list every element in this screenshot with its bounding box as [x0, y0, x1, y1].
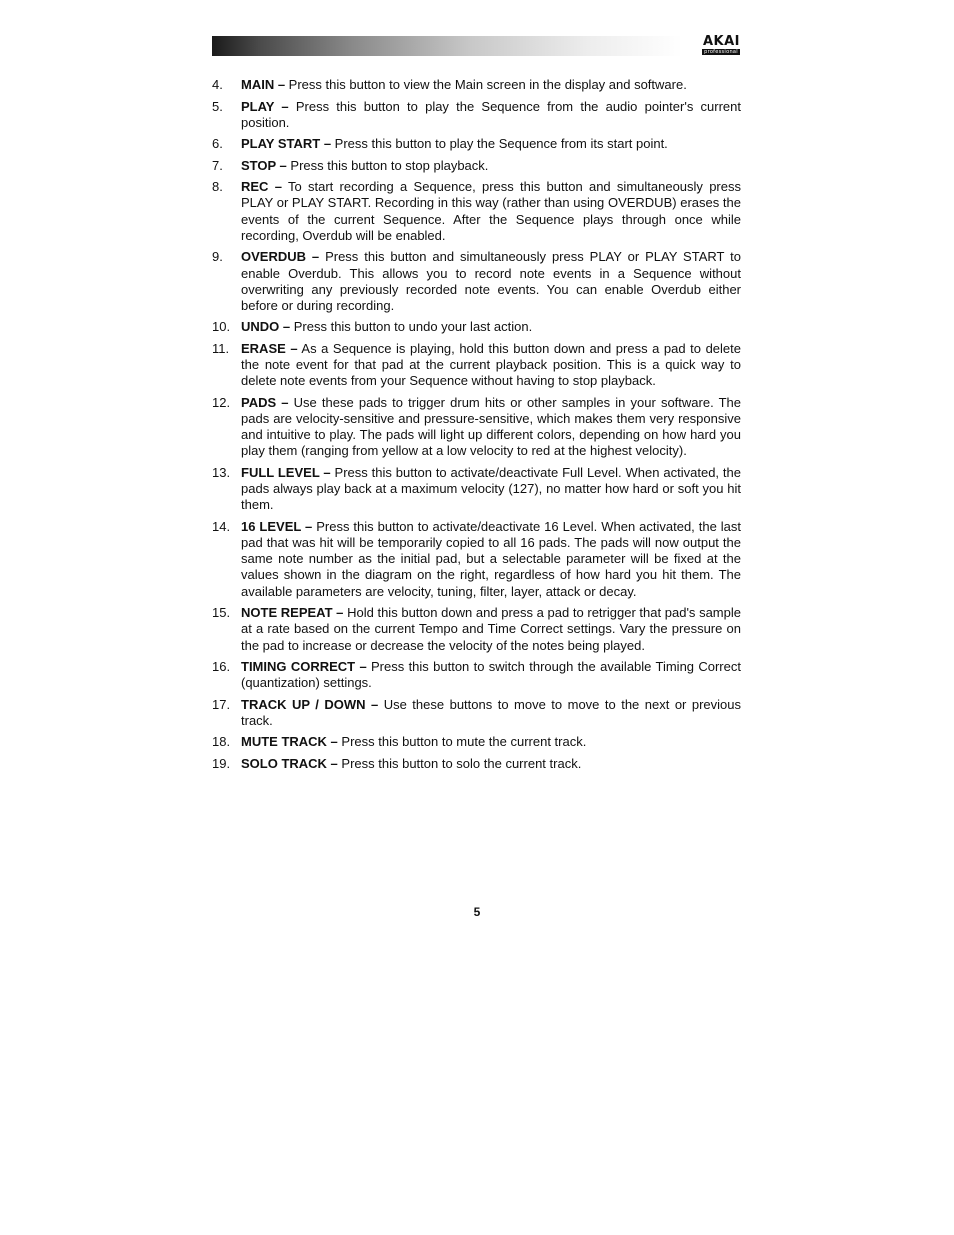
- list-item: [212, 179, 741, 244]
- item-number: 12.: [212, 394, 231, 410]
- item-number: 5.: [212, 98, 223, 114]
- item-body: [241, 136, 741, 152]
- list-item: [212, 395, 741, 460]
- item-number: 8.: [212, 179, 223, 195]
- item-number: 9.: [212, 249, 223, 265]
- item-description: Use these buttons to move to move to the next or previous track.: [241, 696, 741, 728]
- item-description: Press this button to switch through the available Timing Correct (quantization) settings.: [241, 659, 741, 691]
- item-term: STOP –: [241, 157, 287, 173]
- list-item: [212, 341, 741, 390]
- item-list: [212, 77, 741, 777]
- item-body: [241, 465, 741, 514]
- list-item: [212, 605, 741, 654]
- item-body: [241, 395, 741, 460]
- item-number: 18.: [212, 734, 231, 750]
- item-body: [241, 605, 741, 654]
- item-term: OVERDUB –: [241, 249, 320, 265]
- item-description: To start recording a Sequence, press this button and simultaneously press PLAY or PLAY START. Recording in this way (rather than using OVERDUB) erases the events of the current Sequence. After the Sequence plays through once while recording, Overdub will be enabled.: [241, 179, 741, 243]
- list-item: [212, 697, 741, 729]
- item-body: [241, 77, 741, 93]
- item-body: [241, 734, 741, 750]
- item-term: FULL LEVEL –: [241, 464, 331, 480]
- item-body: [241, 249, 741, 314]
- item-number: 13.: [212, 464, 231, 480]
- akai-logo: [686, 36, 740, 56]
- item-description: As a Sequence is playing, hold this button down and press a pad to delete the note event for that pad at the current playback position. This is a quick way to delete note events from your Sequence without having to stop playback.: [241, 340, 741, 389]
- item-body: [241, 519, 741, 600]
- item-term: TIMING CORRECT –: [241, 659, 367, 675]
- item-number: 14.: [212, 518, 231, 534]
- item-description: Press this button to view the Main screen in the display and software.: [285, 77, 687, 92]
- list-item: [212, 659, 741, 691]
- item-term: SOLO TRACK –: [241, 755, 338, 771]
- item-description: Hold this button down and press a pad to retrigger that pad's sample at a rate based on the current Tempo and Time Correct settings. Vary the pressure on the pad to increase or decrease the velocity of the notes being played.: [241, 605, 741, 653]
- list-item: [212, 136, 741, 152]
- item-body: [241, 179, 741, 244]
- item-number: 19.: [212, 755, 231, 771]
- item-term: MAIN –: [241, 77, 286, 92]
- list-item: [212, 249, 741, 314]
- item-description: Press this button and simultaneously press PLAY or PLAY START to enable Overdub. This allows you to record note events in a Sequence without overwriting any previously recorded note events. You can enable Overdub either before or during recording.: [241, 249, 741, 313]
- item-description: Use these pads to trigger drum hits or other samples in your software. The pads are velocity-sensitive and pressure-sensitive, which makes them very responsive and intuitive to play. The pads will light up different colors, depending on how hard you play them (ranging from yellow at a low velocity to red at the highest velocity).: [241, 394, 741, 459]
- list-item: [212, 319, 741, 335]
- item-description: Press this button to play the Sequence from the audio pointer's current position.: [241, 98, 741, 130]
- list-item: [212, 465, 741, 514]
- item-description: Press this button to play the Sequence from its start point.: [331, 136, 668, 152]
- item-term: NOTE REPEAT –: [241, 605, 344, 621]
- logo-subtitle: professional: [704, 49, 738, 55]
- list-item: [212, 734, 741, 750]
- item-term: 16 LEVEL –: [241, 518, 313, 534]
- item-description: Press this button to stop playback.: [286, 157, 489, 173]
- item-term: PLAY START –: [241, 136, 332, 152]
- item-description: Press this button to activate/deactivate 16 Level. When activated, the last pad that was hit will be temporarily copied to all 16 pads. The pads will now output the same note number as the initial pad, but a selectable parameter will be fixed at the values shown in the diagram on the right, regardless of how hard you hit them. The available parameters are velocity, tuning, filter, layer, attack or decay.: [241, 518, 742, 599]
- item-body: [241, 697, 741, 729]
- list-item: [212, 519, 741, 600]
- item-body: [241, 756, 741, 772]
- item-body: [241, 341, 741, 390]
- header-gradient-band: [212, 36, 682, 56]
- page-number: 5: [473, 905, 481, 919]
- item-description: Press this button to solo the current track.: [337, 755, 582, 771]
- item-number: 16.: [212, 659, 231, 675]
- item-term: MUTE TRACK –: [241, 734, 338, 750]
- item-number: 11.: [212, 340, 230, 356]
- item-body: [241, 319, 741, 335]
- item-number: 6.: [212, 136, 223, 152]
- item-description: Press this button to mute the current track.: [337, 734, 587, 750]
- item-body: [241, 158, 741, 174]
- item-term: TRACK UP / DOWN –: [241, 696, 379, 712]
- list-item: [212, 158, 741, 174]
- item-number: 10.: [212, 319, 231, 335]
- item-description: Press this button to activate/deactivate Full Level. When activated, the pads always play back at a maximum velocity (127), no matter how hard or soft you hit them.: [241, 464, 741, 513]
- item-term: ERASE –: [241, 340, 298, 356]
- item-number: 17.: [212, 696, 231, 712]
- item-term: UNDO –: [241, 319, 291, 335]
- item-term: PADS –: [241, 394, 289, 410]
- item-description: Press this button to undo your last action.: [290, 319, 533, 335]
- list-item: [212, 77, 741, 93]
- logo-brand: AKAI: [702, 34, 740, 49]
- item-body: [241, 659, 741, 691]
- item-term: REC –: [241, 179, 282, 195]
- item-term: PLAY –: [241, 98, 289, 114]
- list-item: [212, 99, 741, 131]
- item-body: [241, 99, 741, 131]
- item-number: 7.: [212, 157, 223, 173]
- list-item: [212, 756, 741, 772]
- item-number: 4.: [212, 77, 223, 92]
- header-bar: [212, 36, 740, 56]
- item-number: 15.: [212, 605, 231, 621]
